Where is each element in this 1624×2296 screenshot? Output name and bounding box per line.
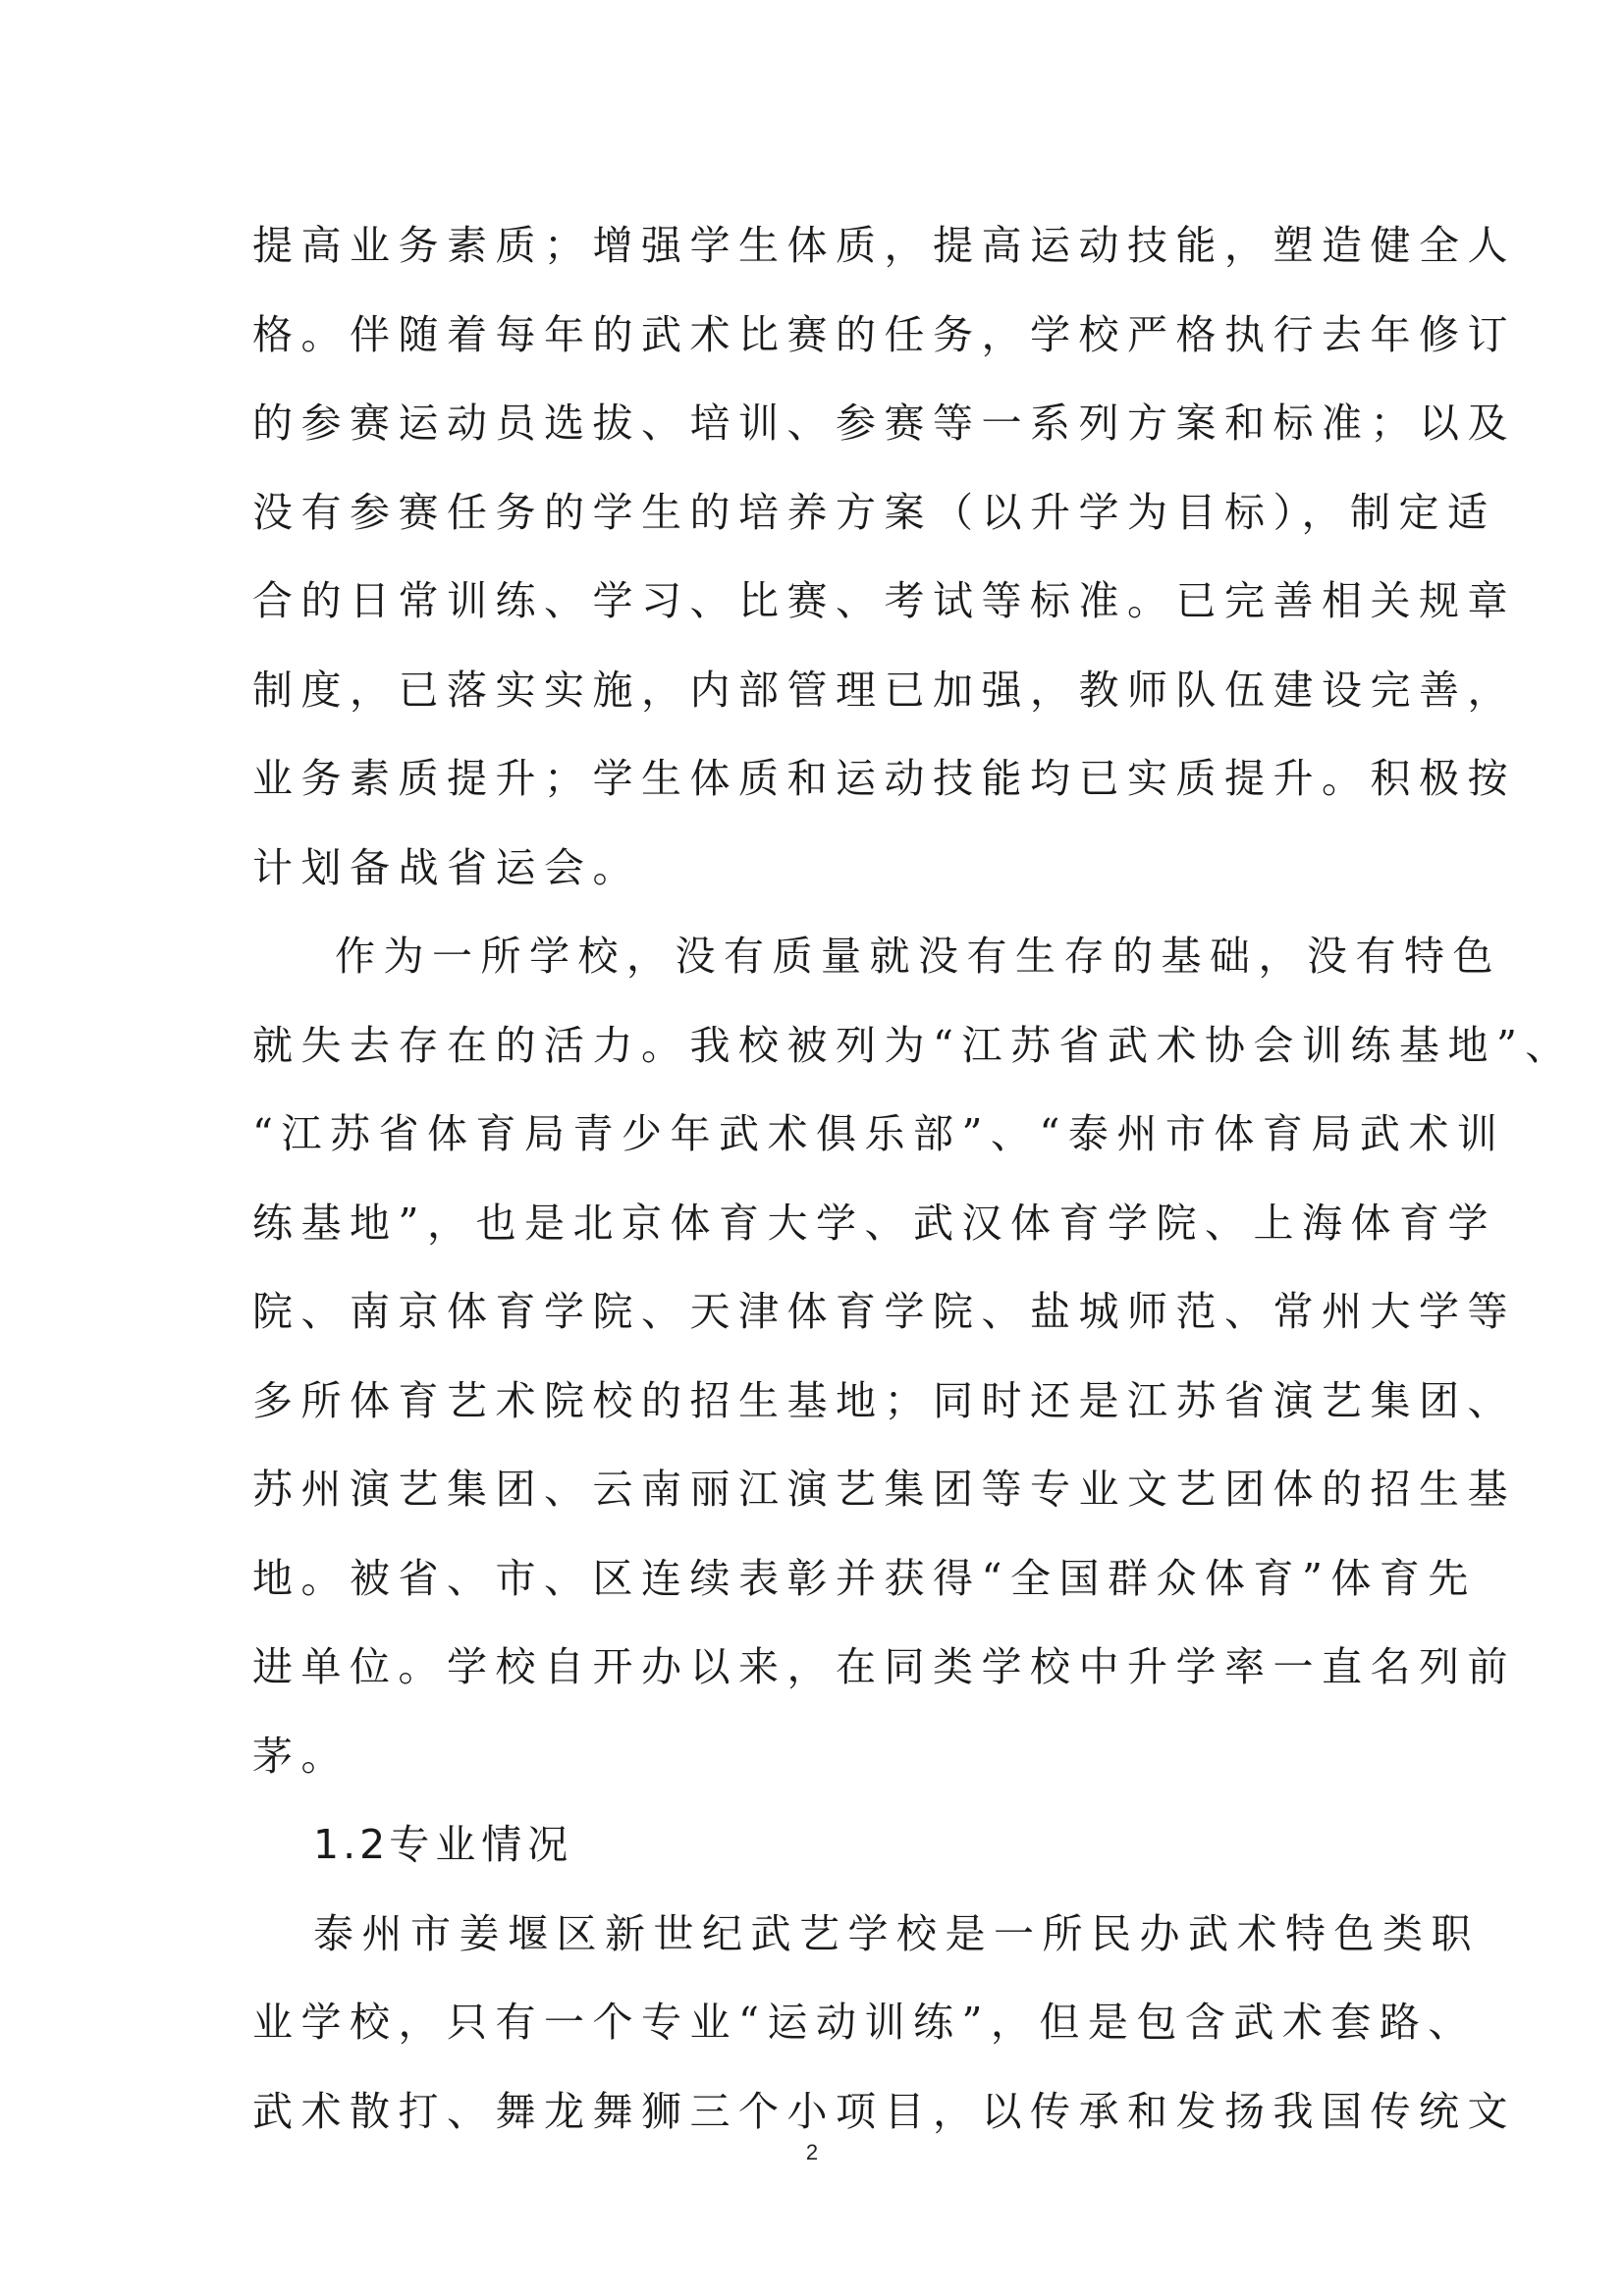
text-line: 格。伴随着每年的武术比赛的任务，学校严格执行去年修订 xyxy=(252,310,1516,358)
text-line: 作为一所学校，没有质量就没有生存的基础，没有特色 xyxy=(335,933,1501,980)
text-line: 业学校，只有一个专业“运动训练”，但是包含武术套路、 xyxy=(252,1999,1477,2046)
text-line: 提高业务素质；增强学生体质，提高运动技能，塑造健全人 xyxy=(252,222,1516,269)
text-line: 就失去存在的活力。我校被列为“江苏省武术协会训练基地”、 xyxy=(252,1021,1574,1069)
paragraph-school-overview xyxy=(252,912,1574,1800)
text-line: 练基地”，也是北京体育大学、武汉体育学院、上海体育学 xyxy=(252,1199,1496,1247)
text-line: 业务素质提升；学生体质和运动技能均已实质提升。积极按 xyxy=(252,755,1516,802)
text-line: 院、南京体育学院、天津体育学院、盐城师范、常州大学等 xyxy=(252,1288,1516,1335)
text-line: 武术散打、舞龙舞狮三个小项目，以传承和发扬我国传统文 xyxy=(252,2087,1516,2135)
section-number: 1.2 xyxy=(313,1821,390,1868)
page-number: 2 xyxy=(805,2140,819,2164)
text-line: 地。被省、市、区连续表彰并获得“全国群众体育”体育先 xyxy=(252,1554,1477,1602)
text-line: 制度，已落实实施，内部管理已加强，教师队伍建设完善， xyxy=(252,666,1516,714)
text-line: 没有参赛任务的学生的培养方案（以升学为目标），制定适 xyxy=(252,488,1496,536)
text-line: 计划备战省运会。 xyxy=(252,843,641,891)
paragraph-major xyxy=(252,1890,1516,2157)
text-line: “江苏省体育局青少年武术俱乐部”、“泰州市体育局武术训 xyxy=(252,1110,1506,1157)
text-line: 苏州演艺集团、云南丽江演艺集团等专业文艺团体的招生基 xyxy=(252,1466,1516,1513)
section-title: 专业情况 xyxy=(389,1821,574,1868)
body-text xyxy=(252,201,1574,2156)
text-line: 茅。 xyxy=(252,1732,350,1780)
text-line: 多所体育艺术院校的招生基地；同时还是江苏省演艺集团、 xyxy=(252,1376,1516,1424)
text-line: 合的日常训练、学习、比赛、考试等标准。已完善相关规章 xyxy=(252,577,1516,624)
text-line: 的参赛运动员选拔、培训、参赛等一系列方案和标准；以及 xyxy=(252,400,1516,447)
paragraph-continuation xyxy=(252,201,1516,912)
text-line: 泰州市姜堰区新世纪武艺学校是一所民办武术特色类职 xyxy=(313,1909,1480,1957)
text-line: 进单位。学校自开办以来，在同类学校中升学率一直名列前 xyxy=(252,1643,1516,1690)
section-heading xyxy=(252,1800,1381,1890)
